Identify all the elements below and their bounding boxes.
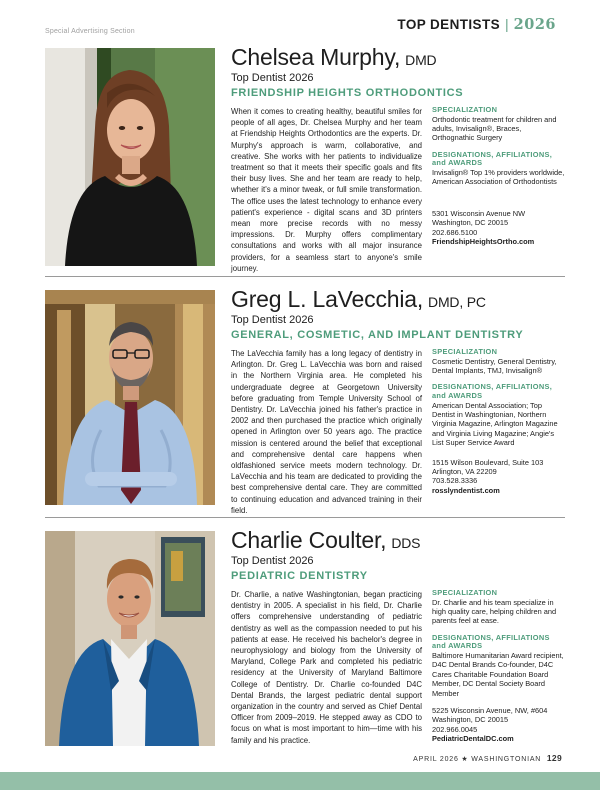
contact-block — [432, 209, 565, 247]
greg-lavecchia-photo — [45, 290, 215, 505]
designations-text: Invisalign® Top 1% providers worldwide, American Association of Orthodontists — [432, 168, 565, 187]
designations-text: American Dental Association; Top Dentist in Washingtonian, Northern Virginia Magazine, Arlington Magazine and Virginia Living Magazine; Angie's List Super Service Award — [432, 400, 558, 448]
divider-rule — [45, 517, 565, 518]
dentist-name: Chelsea Murphy, DMD — [231, 44, 437, 70]
address-line-1: 5225 Wisconsin Avenue, NW, #604 — [432, 706, 548, 716]
header-divider: | — [505, 16, 509, 32]
footer-issue: APRIL 2026 — [413, 756, 459, 763]
dentist-bio: Dr. Charlie, a native Washingtonian, began practicing dentistry in 2005. A specialist in his field, Dr. Charlie offers comprehensive understanding of pediatric dentistry as well as the compassion needed to put his patients at ease. He received his bachelor's degree in neurophysiology and biology from the University of Maryland, College Park and completed his pediatric residency at the University of Maryland Baltimore College of Dentistry. Dr. Charlie co-founded D4C Dental Brands, the largest pediatric dental support organization in the country and served as Chief Dental Officer from 2009–2019. He stepped away as CDO to focus on what is most important to him—time with his family and his practice. — [231, 590, 422, 745]
divider-rule — [45, 276, 565, 277]
designations-heading: DESIGNATIONS, AFFILIATIONS and AWARDS — [432, 632, 550, 651]
contact-block — [432, 706, 565, 744]
footer-bar — [0, 772, 600, 790]
dentist-bio: When it comes to creating healthy, beautiful smiles for people of all ages, Dr. Chelsea Murphy and her team at Friendship Heights Orthodontics are the experts. Dr. Murphy's approach is warm, collaborative, and creative. She works with her patients to individualize treatment so that it meets their specific goals and fits their busy lives. She and her team are ready to help, whether it's a minor tweak, or full smile transformation. The office uses the latest technology to enhance every patient's experience - digital scans and 3D printers mean more precise records with no messy impressions. Dr. Murphy offers complimentary consultations and works with all major insurance providers, for a seamless start to anyone's smile journey. — [231, 107, 422, 273]
dentist-credentials: DMD — [405, 52, 437, 68]
dentist-entry-greg-lavecchia — [45, 286, 565, 515]
designations-text: Baltimore Humanitarian Award recipient, D4C Dental Brands Co-founder, D4C Cares Charitable Foundation Board Member, DC Dental Society Board Member — [432, 651, 564, 698]
charlie-coulter-photo — [45, 531, 215, 746]
dentist-entry-charlie-coulter — [45, 527, 565, 746]
designations-heading: DESIGNATIONS, AFFILIATIONS, and AWARDS — [432, 382, 553, 400]
address-line-1: 1515 Wilson Boulevard, Suite 103 — [432, 457, 544, 467]
page-number: 129 — [546, 753, 562, 763]
page-header-title — [397, 16, 556, 33]
header-title: TOP DENTISTS — [397, 17, 500, 32]
website-link[interactable]: rosslyndentist.com — [432, 485, 500, 495]
award-label: Top Dentist 2026 — [231, 555, 314, 567]
dentist-details — [432, 348, 565, 495]
phone-number: 703.528.3336 — [432, 476, 478, 486]
star-icon: ★ — [461, 756, 469, 763]
dentist-name: Charlie Coulter, DDS — [231, 527, 421, 553]
dentist-details — [432, 589, 565, 744]
section-label: Special Advertising Section — [45, 28, 135, 35]
practice-name: PEDIATRIC DENTISTRY — [231, 570, 368, 582]
dentist-entry-chelsea-murphy — [45, 44, 565, 273]
specialization-heading: SPECIALIZATION — [432, 588, 498, 597]
website-link[interactable]: FriendshipHeightsOrtho.com — [432, 237, 535, 247]
address-line-2: Arlington, VA 22209 — [432, 467, 497, 477]
phone-number: 202.686.5100 — [432, 227, 478, 237]
page-footer — [413, 753, 562, 763]
dentist-credentials: DMD, PC — [428, 294, 486, 310]
footer-magazine: WASHINGTONIAN — [471, 756, 542, 763]
chelsea-murphy-photo — [45, 48, 215, 266]
phone-number: 202.966.0045 — [432, 724, 478, 734]
website-link[interactable]: PediatricDentalDC.com — [432, 734, 514, 744]
specialization-text: Orthodontic treatment for children and adults, Invisalign®, Braces, Orthognathic Surgery — [432, 114, 557, 143]
dentist-bio: The LaVecchia family has a long legacy of dentistry in Arlington. Dr. Greg L. LaVecchia was born and raised in the Northern Virginia area. He completed his undergraduate degree at Georgetown University before graduating from Temple University School of Dentistry. Dr. LaVecchia joined his father's practice in 2002 and then purchased the practice which originally opened in Arlington over 50 years ago. The practice mission is centered around the belief that exceptional and comprehensive dental care happens when oldfashioned service meets modern technology. Dr. LaVecchia and his team are dedicated to providing the best comprehensive dental care. They are committed to continuing education and advanced training in their field. — [231, 349, 422, 515]
header-year: 2026 — [513, 16, 556, 33]
address-line-2: Washington, DC 20015 — [432, 715, 509, 725]
dentist-credentials: DDS — [391, 535, 421, 551]
practice-name: FRIENDSHIP HEIGHTS ORTHODONTICS — [231, 87, 464, 99]
address-line-1: 5301 Wisconsin Avenue NW — [432, 208, 526, 218]
practice-name: GENERAL, COSMETIC, AND IMPLANT DENTISTRY — [231, 329, 524, 341]
specialization-text: Dr. Charlie and his team specialize in high quality care, helping children and parents feel at ease. — [432, 597, 557, 626]
dentist-details — [432, 106, 565, 246]
address-line-2: Washington, DC 20015 — [432, 218, 509, 228]
award-label: Top Dentist 2026 — [231, 72, 314, 84]
designations-heading: DESIGNATIONS, AFFILIATIONS, and AWARDS — [432, 149, 553, 168]
specialization-text: Cosmetic Dentistry, General Dentistry, Dental Implants, TMJ, Invisalign® — [432, 356, 557, 375]
dentist-name: Greg L. LaVecchia, DMD, PC — [231, 286, 486, 312]
award-label: Top Dentist 2026 — [231, 314, 314, 326]
specialization-heading: SPECIALIZATION — [432, 105, 498, 114]
specialization-heading: SPECIALIZATION — [432, 347, 498, 356]
contact-block — [432, 458, 565, 496]
